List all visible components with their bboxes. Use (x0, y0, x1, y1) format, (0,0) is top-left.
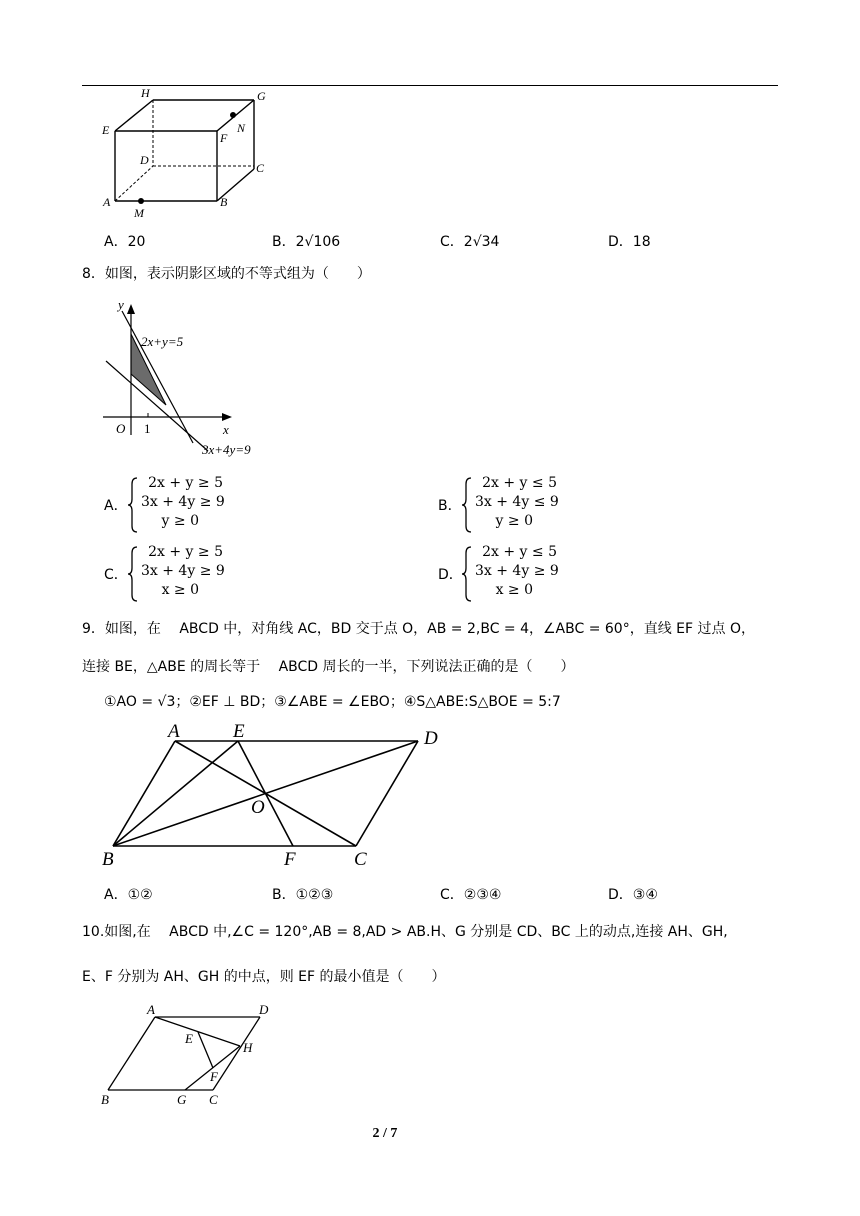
q8-option-b-brace (461, 476, 473, 534)
q10-stem-line2: E、F 分别为 AH、GH 的中点，则 EF 的最小值是（ ） (82, 969, 446, 985)
edge-ad (115, 166, 153, 201)
label-x: x (223, 422, 229, 437)
q8-b-row3: y ≥ 0 (495, 513, 533, 529)
q8-option-d-system[interactable] (475, 543, 557, 600)
q7-option-c[interactable]: C．2√34 (440, 234, 500, 250)
label-a: A (147, 1002, 155, 1017)
q7-option-a[interactable]: A．20 (104, 234, 146, 250)
q7-option-b[interactable]: B．2√106 (272, 234, 341, 250)
segment-be (113, 741, 238, 846)
q8-option-b-letter[interactable]: B． (438, 498, 462, 514)
label-m: M (134, 206, 144, 220)
q7-option-d[interactable]: D．18 (608, 234, 651, 250)
q9-stem-line1: 9．如图，在 ABCD 中，对角线 AC，BD 交于点 O，AB = 2,BC = 4，∠ABC = 60°，直线 EF 过点 O， (82, 621, 755, 637)
q9-parallelogram-figure (98, 720, 448, 872)
side-ab (108, 1017, 155, 1090)
q8-option-d-brace (461, 545, 473, 603)
q8-graph-figure (98, 295, 278, 465)
label-g: G (177, 1092, 187, 1107)
q10-parallelogram-figure (98, 1000, 278, 1110)
label-e: E (233, 721, 245, 742)
label-c: C (354, 849, 367, 870)
segment-ah (155, 1017, 240, 1046)
q8-b-row1: 2x + y ≤ 5 (482, 475, 557, 491)
segment-ef (198, 1032, 213, 1068)
label-e: E (185, 1031, 193, 1046)
q8-d-row3: x ≥ 0 (495, 582, 533, 598)
q8-option-c-system[interactable] (141, 543, 223, 600)
q8-c-row2: 3x + 4y ≥ 9 (141, 563, 225, 579)
label-c: C (256, 161, 265, 175)
point-n (230, 112, 236, 118)
edge-eh (115, 100, 153, 131)
label-b: B (101, 1092, 109, 1107)
q9-option-a[interactable]: A．①② (104, 887, 153, 903)
page-number: 2 / 7 (372, 1126, 398, 1141)
x-arrow (222, 413, 232, 421)
label-o: O (251, 797, 265, 818)
side-ab (113, 741, 175, 846)
label-e: E (102, 123, 110, 137)
label-h: H (243, 1040, 253, 1055)
line-2x-y-5 (122, 311, 193, 443)
q9-option-c[interactable]: C．②③④ (440, 887, 502, 903)
label-c: C (209, 1092, 218, 1107)
q8-option-d-letter[interactable]: D． (438, 567, 463, 583)
point-m (138, 198, 144, 204)
q8-a-row3: y ≥ 0 (161, 513, 199, 529)
q8-option-c-brace (127, 545, 139, 603)
label-a: A (168, 721, 180, 742)
q8-option-c-letter[interactable]: C． (104, 567, 128, 583)
q10-stem-line1: 10.如图,在 ABCD 中,∠C = 120°,AB = 8,AD > AB.H、G 分别是 CD、BC 上的动点,连接 AH、GH, (82, 924, 728, 940)
label-y: y (118, 297, 124, 312)
segment-ef (238, 741, 293, 846)
label-g: G (257, 89, 266, 103)
label-n: N (237, 121, 246, 135)
q8-option-a-system[interactable] (141, 474, 223, 531)
q9-statements: ①AO = √3；②EF ⊥ BD；③∠ABE = ∠EBO；④S△ABE:S△BOE = 5:7 (104, 694, 561, 710)
q8-d-row2: 3x + 4y ≥ 9 (475, 563, 559, 579)
line-3x-4y-9 (106, 361, 208, 451)
q8-option-a-letter[interactable]: A． (104, 498, 128, 514)
label-f: F (220, 131, 228, 145)
label-d: D (259, 1002, 269, 1017)
label-a: A (103, 195, 111, 209)
q9-stem-line2: 连接 BE，△ABE 的周长等于 ABCD 周长的一半，下列说法正确的是（ ） (82, 659, 575, 675)
label-h: H (141, 86, 150, 100)
q8-c-row1: 2x + y ≥ 5 (148, 544, 223, 560)
label-f: F (210, 1069, 218, 1084)
label-one: 1 (144, 421, 151, 436)
q8-stem: 8．如图，表示阴影区域的不等式组为（ ） (82, 266, 371, 282)
label-line2: 3x+4y=9 (202, 442, 251, 457)
q9-option-b[interactable]: B．①②③ (272, 887, 334, 903)
side-dc (356, 741, 418, 846)
q8-a-row1: 2x + y ≥ 5 (148, 475, 223, 491)
q8-d-row1: 2x + y ≤ 5 (482, 544, 557, 560)
label-o: O (116, 421, 126, 436)
q9-option-d[interactable]: D．③④ (608, 887, 658, 903)
q8-option-b-system[interactable] (475, 474, 557, 531)
q7-box-figure (98, 86, 278, 221)
label-b: B (220, 195, 228, 209)
label-line1: 2x+y=5 (141, 334, 184, 349)
label-b: B (102, 849, 114, 870)
y-arrow (127, 304, 135, 314)
q8-b-row2: 3x + 4y ≤ 9 (475, 494, 559, 510)
label-f: F (284, 849, 296, 870)
q8-option-a-brace (127, 476, 139, 534)
q8-c-row3: x ≥ 0 (161, 582, 199, 598)
side-dc (213, 1017, 260, 1090)
label-d: D (140, 153, 149, 167)
label-d: D (424, 728, 438, 749)
q8-a-row2: 3x + 4y ≥ 9 (141, 494, 225, 510)
